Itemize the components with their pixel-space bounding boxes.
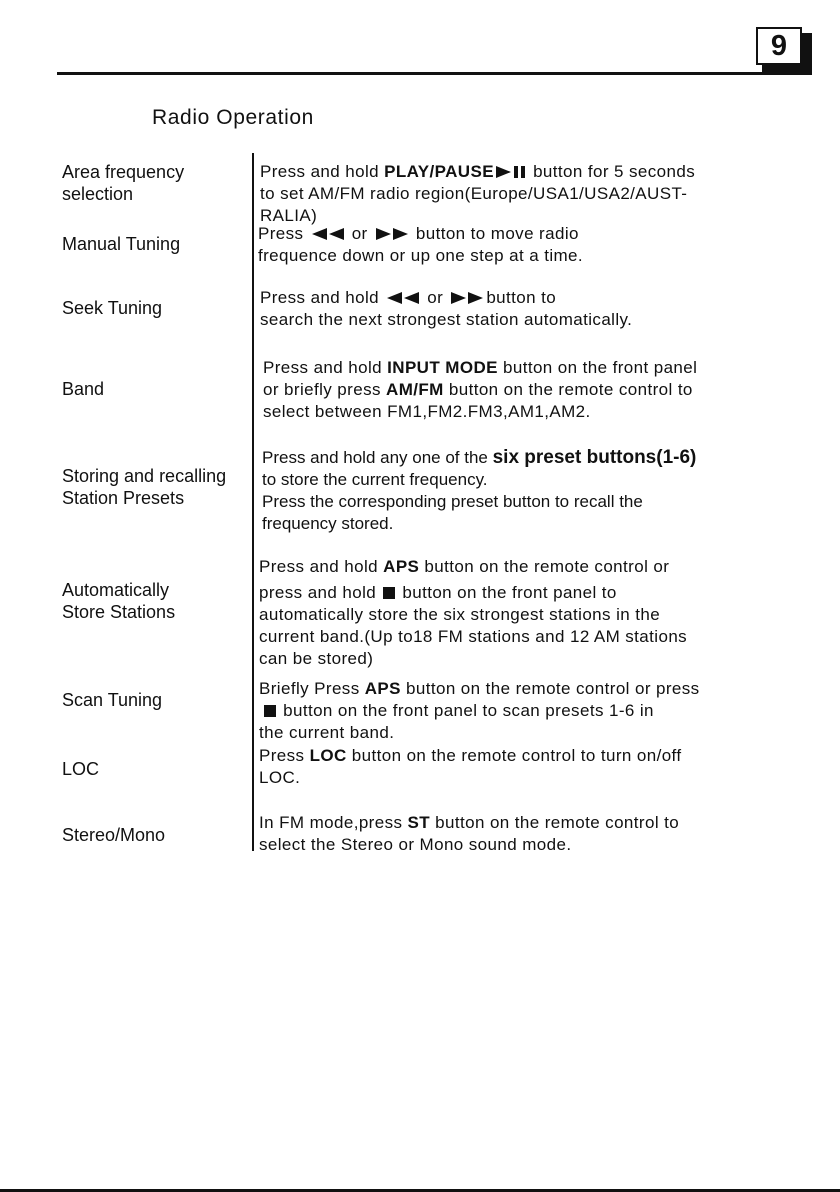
header-rule (57, 72, 779, 75)
label-area-frequency: Area frequency selection (62, 162, 185, 204)
column-divider (252, 153, 254, 851)
page-number: 9 (756, 27, 802, 65)
desc-station-presets: Press and hold any one of the six preset buttons(1-6) to store the current frequency. Press the corresponding preset button to recall the frequency stored. (262, 447, 697, 533)
desc-scan-tuning: Briefly Press APS button on the remote control or press button on the front panel to scan presets 1-6 in the current band. (259, 679, 700, 742)
rewind-icon (384, 291, 422, 305)
play-pause-icon (494, 165, 528, 179)
desc-manual-tuning: Press or button to move radio frequence down or up one step at a time. (258, 224, 584, 265)
label-station-presets: Storing and recalling Station Presets (62, 466, 227, 508)
rewind-icon (309, 227, 347, 241)
desc-band: Press and hold INPUT MODE button on the front panel or briefly press AM/FM button on the remote control to select between FM1,FM2.FM3,AM1,AM2. (263, 358, 698, 421)
desc-stereo-mono: In FM mode,press ST button on the remote control to select the Stereo or Mono sound mode. (259, 813, 680, 854)
fast-forward-icon (373, 227, 411, 241)
label-scan-tuning: Scan Tuning (62, 690, 163, 710)
label-auto-store: Automatically Store Stations (62, 580, 176, 622)
stop-icon (264, 705, 276, 717)
stop-icon (383, 587, 395, 599)
section-title: Radio Operation (152, 106, 314, 129)
label-seek-tuning: Seek Tuning (62, 298, 163, 318)
desc-auto-store: Press and hold APS button on the remote control or press and hold button on the front panel to automatically store the six strongest stations in the current band.(Up to18 FM stations and 12 AM stations can be stored) (259, 557, 688, 668)
label-stereo-mono: Stereo/Mono (62, 825, 166, 845)
label-band: Band (62, 379, 105, 399)
fast-forward-icon (448, 291, 486, 305)
label-loc: LOC (62, 759, 100, 779)
label-manual-tuning: Manual Tuning (62, 234, 181, 254)
desc-loc: Press LOC button on the remote control to turn on/off LOC. (259, 746, 682, 787)
desc-seek-tuning: Press and hold or button to search the next strongest station automatically. (260, 288, 633, 329)
desc-area-frequency: Press and hold PLAY/PAUSE button for 5 seconds to set AM/FM radio region(Europe/USA1/USA2/AUST- RALIA) (260, 162, 696, 225)
